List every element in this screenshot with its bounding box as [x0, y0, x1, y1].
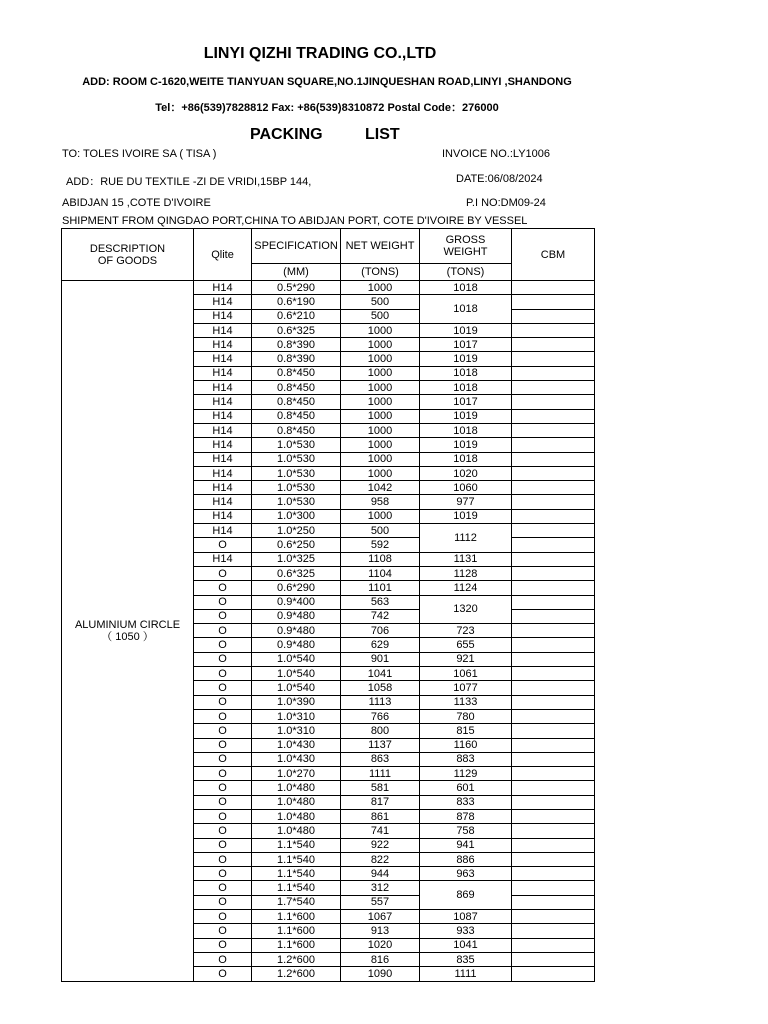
spec-cell: 1.2*600: [252, 967, 341, 981]
packing-table: [61, 228, 595, 982]
net-weight-cell: 1041: [341, 667, 420, 681]
qlite-cell: H14: [194, 409, 252, 423]
gross-weight-cell: 1018: [420, 281, 512, 295]
spec-cell: 1.0*480: [252, 795, 341, 809]
gross-weight-cell: 815: [420, 724, 512, 738]
spec-cell: 0.8*450: [252, 395, 341, 409]
net-weight-cell: 1104: [341, 566, 420, 580]
net-weight-cell: 592: [341, 538, 420, 552]
qlite-cell: O: [194, 609, 252, 623]
net-weight-cell: 1000: [341, 423, 420, 437]
gross-weight-cell: 1131: [420, 552, 512, 566]
qlite-cell: O: [194, 681, 252, 695]
cbm-cell: [512, 609, 595, 623]
net-weight-cell: 901: [341, 652, 420, 666]
cbm-cell: [512, 509, 595, 523]
spec-cell: 1.0*530: [252, 438, 341, 452]
qlite-cell: O: [194, 924, 252, 938]
spec-cell: 1.1*540: [252, 852, 341, 866]
cbm-cell: [512, 452, 595, 466]
net-weight-cell: 913: [341, 924, 420, 938]
cbm-cell: [512, 824, 595, 838]
qlite-cell: H14: [194, 466, 252, 480]
table-row: [62, 281, 595, 295]
gross-weight-cell: 1129: [420, 767, 512, 781]
net-weight-cell: 1000: [341, 281, 420, 295]
net-weight-cell: 1000: [341, 366, 420, 380]
net-weight-cell: 1000: [341, 381, 420, 395]
cbm-cell: [512, 781, 595, 795]
qlite-cell: O: [194, 724, 252, 738]
spec-cell: 1.0*270: [252, 767, 341, 781]
qlite-cell: O: [194, 595, 252, 609]
cbm-cell: [512, 323, 595, 337]
cbm-cell: [512, 581, 595, 595]
qlite-cell: O: [194, 910, 252, 924]
gross-weight-cell: 1112: [420, 524, 512, 553]
cbm-cell: [512, 752, 595, 766]
gross-weight-cell: 833: [420, 795, 512, 809]
net-weight-cell: 1058: [341, 681, 420, 695]
gross-weight-cell: 1124: [420, 581, 512, 595]
net-weight-cell: 817: [341, 795, 420, 809]
cbm-cell: [512, 738, 595, 752]
spec-cell: 1.0*325: [252, 552, 341, 566]
gross-weight-cell: 883: [420, 752, 512, 766]
cbm-cell: [512, 423, 595, 437]
spec-cell: 0.6*325: [252, 566, 341, 580]
qlite-cell: H14: [194, 509, 252, 523]
header-spec-unit: (MM): [252, 264, 341, 281]
gross-weight-cell: 1018: [420, 452, 512, 466]
spec-cell: 1.0*480: [252, 781, 341, 795]
qlite-cell: H14: [194, 452, 252, 466]
gross-weight-cell: 1019: [420, 438, 512, 452]
header-qlite: Qlite: [194, 229, 252, 281]
cbm-cell: [512, 409, 595, 423]
gross-weight-cell: 655: [420, 638, 512, 652]
cbm-cell: [512, 309, 595, 323]
cbm-cell: [512, 938, 595, 952]
gross-weight-cell: 886: [420, 852, 512, 866]
qlite-cell: O: [194, 795, 252, 809]
spec-cell: 1.0*530: [252, 466, 341, 480]
cbm-cell: [512, 952, 595, 966]
qlite-cell: O: [194, 852, 252, 866]
gross-weight-cell: 1060: [420, 481, 512, 495]
gross-weight-cell: 1018: [420, 295, 512, 324]
spec-cell: 1.1*600: [252, 910, 341, 924]
cbm-cell: [512, 495, 595, 509]
spec-cell: 0.8*450: [252, 381, 341, 395]
qlite-cell: H14: [194, 295, 252, 309]
cbm-cell: [512, 338, 595, 352]
spec-cell: 0.5*290: [252, 281, 341, 295]
qlite-cell: H14: [194, 281, 252, 295]
cbm-cell: [512, 524, 595, 538]
spec-cell: 0.6*210: [252, 309, 341, 323]
cbm-cell: [512, 881, 595, 895]
net-weight-cell: 557: [341, 895, 420, 909]
cbm-cell: [512, 867, 595, 881]
consignee: TO: TOLES IVOIRE SA ( TISA ): [62, 148, 217, 160]
spec-cell: 1.0*530: [252, 495, 341, 509]
spec-cell: 1.0*540: [252, 681, 341, 695]
qlite-cell: O: [194, 667, 252, 681]
gross-weight-cell: 1018: [420, 381, 512, 395]
net-weight-cell: 1000: [341, 438, 420, 452]
cbm-cell: [512, 652, 595, 666]
qlite-cell: H14: [194, 495, 252, 509]
header-spec: SPECIFICATION: [252, 229, 341, 264]
cbm-cell: [512, 352, 595, 366]
spec-cell: 1.1*540: [252, 881, 341, 895]
qlite-cell: O: [194, 867, 252, 881]
cbm-cell: [512, 895, 595, 909]
qlite-cell: O: [194, 809, 252, 823]
spec-cell: 1.0*530: [252, 452, 341, 466]
company-name: LINYI QIZHI TRADING CO.,LTD: [203, 45, 437, 62]
spec-cell: 1.0*540: [252, 667, 341, 681]
net-weight-cell: 741: [341, 824, 420, 838]
spec-cell: 0.6*250: [252, 538, 341, 552]
spec-cell: 0.8*390: [252, 352, 341, 366]
qlite-cell: O: [194, 967, 252, 981]
header-description: DESCRIPTION OF GOODS: [62, 229, 194, 281]
qlite-cell: O: [194, 781, 252, 795]
cbm-cell: [512, 381, 595, 395]
spec-cell: 1.7*540: [252, 895, 341, 909]
qlite-cell: H14: [194, 524, 252, 538]
net-weight-cell: 742: [341, 609, 420, 623]
cbm-cell: [512, 795, 595, 809]
qlite-cell: H14: [194, 366, 252, 380]
product-description: ALUMINIUM CIRCLE （ 1050 ）: [62, 281, 194, 982]
cbm-cell: [512, 595, 595, 609]
net-weight-cell: 944: [341, 867, 420, 881]
net-weight-cell: 706: [341, 624, 420, 638]
consignee-address: ADD：RUE DU TEXTILE -ZI DE VRIDI,15BP 144,: [66, 176, 312, 188]
spec-cell: 0.8*450: [252, 423, 341, 437]
spec-cell: 1.2*600: [252, 952, 341, 966]
spec-cell: 1.0*250: [252, 524, 341, 538]
qlite-cell: O: [194, 566, 252, 580]
gross-weight-cell: 1160: [420, 738, 512, 752]
cbm-cell: [512, 695, 595, 709]
net-weight-cell: 958: [341, 495, 420, 509]
pi-number: P.I NO:DM09-24: [466, 197, 546, 209]
net-weight-cell: 1000: [341, 466, 420, 480]
cbm-cell: [512, 438, 595, 452]
net-weight-cell: 863: [341, 752, 420, 766]
gross-weight-cell: 1017: [420, 395, 512, 409]
gross-weight-cell: 1041: [420, 938, 512, 952]
spec-cell: 1.0*300: [252, 509, 341, 523]
cbm-cell: [512, 624, 595, 638]
spec-cell: 1.0*310: [252, 709, 341, 723]
cbm-cell: [512, 366, 595, 380]
qlite-cell: O: [194, 695, 252, 709]
cbm-cell: [512, 667, 595, 681]
cbm-cell: [512, 767, 595, 781]
cbm-cell: [512, 709, 595, 723]
cbm-cell: [512, 681, 595, 695]
net-weight-cell: 1000: [341, 395, 420, 409]
net-weight-cell: 1101: [341, 581, 420, 595]
net-weight-cell: 1020: [341, 938, 420, 952]
header-net-unit: (TONS): [341, 264, 420, 281]
net-weight-cell: 1000: [341, 452, 420, 466]
gross-weight-cell: 1019: [420, 409, 512, 423]
gross-weight-cell: 1019: [420, 323, 512, 337]
cbm-cell: [512, 395, 595, 409]
spec-cell: 0.6*325: [252, 323, 341, 337]
spec-cell: 0.9*400: [252, 595, 341, 609]
spec-cell: 1.1*540: [252, 867, 341, 881]
qlite-cell: H14: [194, 438, 252, 452]
cbm-cell: [512, 852, 595, 866]
cbm-cell: [512, 809, 595, 823]
cbm-cell: [512, 924, 595, 938]
gross-weight-cell: 1087: [420, 910, 512, 924]
qlite-cell: O: [194, 709, 252, 723]
cbm-cell: [512, 538, 595, 552]
gross-weight-cell: 1128: [420, 566, 512, 580]
cbm-cell: [512, 724, 595, 738]
header-net: NET WEIGHT: [341, 229, 420, 264]
gross-weight-cell: 723: [420, 624, 512, 638]
net-weight-cell: 1000: [341, 509, 420, 523]
net-weight-cell: 1090: [341, 967, 420, 981]
spec-cell: 0.9*480: [252, 609, 341, 623]
gross-weight-cell: 1320: [420, 595, 512, 624]
header-cbm: CBM: [512, 229, 595, 281]
qlite-cell: H14: [194, 395, 252, 409]
spec-cell: 1.1*600: [252, 938, 341, 952]
gross-weight-cell: 941: [420, 838, 512, 852]
cbm-cell: [512, 466, 595, 480]
spec-cell: 1.0*480: [252, 824, 341, 838]
qlite-cell: O: [194, 581, 252, 595]
cbm-cell: [512, 967, 595, 981]
qlite-cell: O: [194, 624, 252, 638]
gross-weight-cell: 1061: [420, 667, 512, 681]
net-weight-cell: 816: [341, 952, 420, 966]
cbm-cell: [512, 910, 595, 924]
gross-weight-cell: 835: [420, 952, 512, 966]
spec-cell: 1.1*600: [252, 924, 341, 938]
qlite-cell: H14: [194, 352, 252, 366]
spec-cell: 0.9*480: [252, 638, 341, 652]
gross-weight-cell: 601: [420, 781, 512, 795]
spec-cell: 0.6*290: [252, 581, 341, 595]
spec-cell: 1.0*530: [252, 481, 341, 495]
net-weight-cell: 563: [341, 595, 420, 609]
gross-weight-cell: 869: [420, 881, 512, 910]
net-weight-cell: 766: [341, 709, 420, 723]
qlite-cell: H14: [194, 323, 252, 337]
gross-weight-cell: 963: [420, 867, 512, 881]
spec-cell: 0.8*450: [252, 366, 341, 380]
qlite-cell: O: [194, 538, 252, 552]
spec-cell: 0.6*190: [252, 295, 341, 309]
qlite-cell: H14: [194, 423, 252, 437]
gross-weight-cell: 977: [420, 495, 512, 509]
gross-weight-cell: 1020: [420, 466, 512, 480]
gross-weight-cell: 758: [420, 824, 512, 838]
net-weight-cell: 800: [341, 724, 420, 738]
doc-date: DATE:06/08/2024: [456, 173, 543, 185]
consignee-city: ABIDJAN 15 ,COTE D'IVOIRE: [62, 197, 211, 209]
net-weight-cell: 822: [341, 852, 420, 866]
net-weight-cell: 312: [341, 881, 420, 895]
gross-weight-cell: 1018: [420, 366, 512, 380]
gross-weight-cell: 780: [420, 709, 512, 723]
qlite-cell: H14: [194, 381, 252, 395]
qlite-cell: O: [194, 838, 252, 852]
net-weight-cell: 861: [341, 809, 420, 823]
company-contact: Tel：+86(539)7828812 Fax: +86(539)8310872 Postal Code：276000: [155, 102, 499, 114]
qlite-cell: H14: [194, 481, 252, 495]
gross-weight-cell: 1019: [420, 509, 512, 523]
spec-cell: 1.0*430: [252, 752, 341, 766]
qlite-cell: O: [194, 752, 252, 766]
spec-cell: 1.1*540: [252, 838, 341, 852]
net-weight-cell: 581: [341, 781, 420, 795]
doc-title-list: LIST: [365, 126, 400, 143]
company-address: ADD: ROOM C-1620,WEITE TIANYUAN SQUARE,NO.1JINQUESHAN ROAD,LINYI ,SHANDONG: [82, 76, 572, 88]
net-weight-cell: 500: [341, 295, 420, 309]
net-weight-cell: 1137: [341, 738, 420, 752]
gross-weight-cell: 933: [420, 924, 512, 938]
cbm-cell: [512, 481, 595, 495]
header-gross: GROSS WEIGHT: [420, 229, 512, 264]
spec-cell: 0.8*450: [252, 409, 341, 423]
qlite-cell: H14: [194, 338, 252, 352]
gross-weight-cell: 1019: [420, 352, 512, 366]
net-weight-cell: 629: [341, 638, 420, 652]
net-weight-cell: 1067: [341, 910, 420, 924]
spec-cell: 1.0*480: [252, 809, 341, 823]
qlite-cell: H14: [194, 309, 252, 323]
gross-weight-cell: 1018: [420, 423, 512, 437]
net-weight-cell: 1000: [341, 323, 420, 337]
cbm-cell: [512, 295, 595, 309]
net-weight-cell: 1000: [341, 352, 420, 366]
header-gross-unit: (TONS): [420, 264, 512, 281]
net-weight-cell: 500: [341, 309, 420, 323]
packing-rows: [62, 281, 595, 982]
qlite-cell: O: [194, 895, 252, 909]
cbm-cell: [512, 838, 595, 852]
cbm-cell: [512, 281, 595, 295]
shipment-line: SHIPMENT FROM QINGDAO PORT,CHINA TO ABIDJAN PORT, COTE D'IVOIRE BY VESSEL: [62, 215, 528, 227]
qlite-cell: O: [194, 738, 252, 752]
qlite-cell: H14: [194, 552, 252, 566]
spec-cell: 1.0*540: [252, 652, 341, 666]
gross-weight-cell: 1017: [420, 338, 512, 352]
gross-weight-cell: 1077: [420, 681, 512, 695]
qlite-cell: O: [194, 881, 252, 895]
spec-cell: 0.8*390: [252, 338, 341, 352]
qlite-cell: O: [194, 938, 252, 952]
net-weight-cell: 1042: [341, 481, 420, 495]
net-weight-cell: 1000: [341, 338, 420, 352]
qlite-cell: O: [194, 824, 252, 838]
net-weight-cell: 1000: [341, 409, 420, 423]
qlite-cell: O: [194, 767, 252, 781]
cbm-cell: [512, 638, 595, 652]
net-weight-cell: 1108: [341, 552, 420, 566]
gross-weight-cell: 921: [420, 652, 512, 666]
qlite-cell: O: [194, 652, 252, 666]
spec-cell: 1.0*430: [252, 738, 341, 752]
qlite-cell: O: [194, 638, 252, 652]
cbm-cell: [512, 566, 595, 580]
gross-weight-cell: 1111: [420, 967, 512, 981]
cbm-cell: [512, 552, 595, 566]
net-weight-cell: 922: [341, 838, 420, 852]
invoice-number: INVOICE NO.:LY1006: [442, 148, 551, 160]
spec-cell: 1.0*310: [252, 724, 341, 738]
net-weight-cell: 1113: [341, 695, 420, 709]
doc-title-packing: PACKING: [250, 126, 323, 143]
net-weight-cell: 500: [341, 524, 420, 538]
spec-cell: 1.0*390: [252, 695, 341, 709]
gross-weight-cell: 1133: [420, 695, 512, 709]
spec-cell: 0.9*480: [252, 624, 341, 638]
qlite-cell: O: [194, 952, 252, 966]
gross-weight-cell: 878: [420, 809, 512, 823]
net-weight-cell: 1111: [341, 767, 420, 781]
